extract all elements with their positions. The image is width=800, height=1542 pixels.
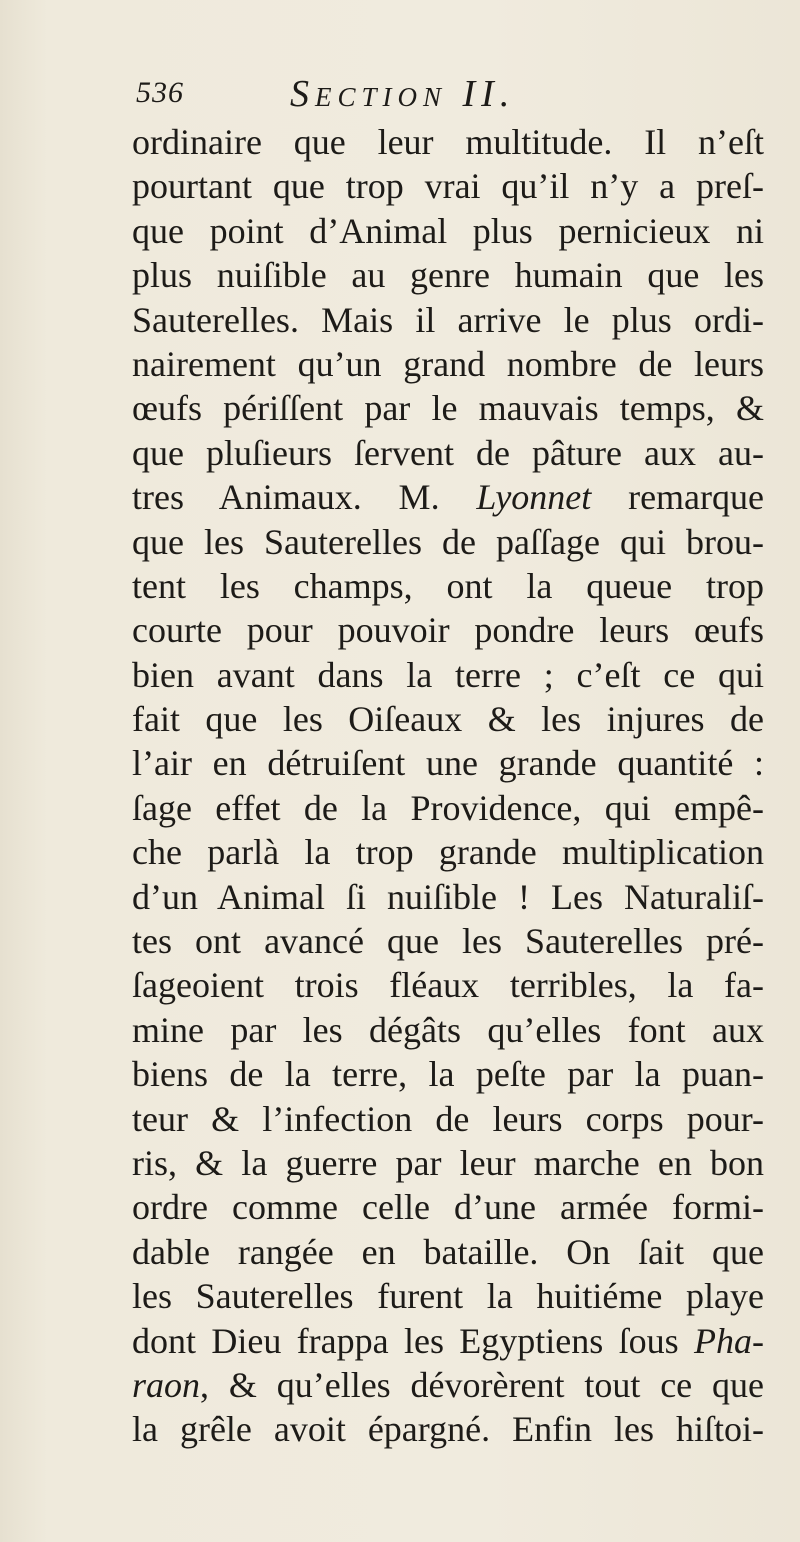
text-line-content: les Sauterelles furent la huitiéme playe <box>132 1276 764 1317</box>
italic-name: Lyonnet <box>476 477 592 518</box>
page-header <box>132 72 772 122</box>
text-line <box>132 1052 764 1096</box>
text-line-content: fait que les Oiſeaux & les injures de <box>132 699 764 740</box>
text-line <box>132 1230 764 1274</box>
text-line-content: courte pour pouvoir pondre leurs œufs <box>132 610 764 651</box>
text-line <box>132 1319 764 1363</box>
text-line-content: la grêle avoit épargné. Enfin les hiſtoi- <box>132 1409 764 1450</box>
text-line-content: plus nuiſible au genre humain que les <box>132 255 764 296</box>
text-line-content: œufs périſſent par le mauvais temps, & <box>132 388 764 429</box>
text-line <box>132 1363 764 1407</box>
text-line-content: Sauterelles. Mais il arrive le plus ordi- <box>132 299 764 340</box>
text-line <box>132 1274 764 1318</box>
text-line-content: ſageoient trois fléaux terribles, la fa- <box>132 965 764 1006</box>
text-line-content: pourtant que trop vrai qu’il n’y a preſ- <box>132 166 764 207</box>
text-line-content: teur & l’infection de leurs corps pour- <box>132 1098 764 1139</box>
text-line <box>132 1141 764 1185</box>
text-line-content: ris, & la guerre par leur marche en bon <box>132 1142 764 1183</box>
text-line <box>132 209 764 253</box>
page-number: 536 <box>136 76 184 109</box>
text-line <box>132 963 764 1007</box>
text-line-content: dable rangée en bataille. On ſait que <box>132 1231 764 1272</box>
text-line-content: che parlà la trop grande multiplication <box>132 832 764 873</box>
text-line <box>132 1185 764 1229</box>
italic-name: Pha- <box>694 1320 764 1361</box>
text-line-content: tes ont avancé que les Sauterelles pré- <box>132 921 764 962</box>
text-line-content: ordre comme celle d’une armée formi- <box>132 1187 764 1228</box>
text-line-content: d’un Animal ſi nuiſible ! Les Naturaliſ- <box>132 876 764 917</box>
text-line-content: ſage effet de la Providence, qui empê- <box>132 787 764 828</box>
text-line-content: l’air en détruiſent une grande quantité : <box>132 743 764 784</box>
text-line <box>132 1097 764 1141</box>
text-line-content: tres Animaux. M. <box>132 477 477 518</box>
text-line <box>132 875 764 919</box>
text-line <box>132 1407 764 1451</box>
text-line-content: ordinaire que leur multitude. Il n’eſt <box>132 122 764 162</box>
italic-name: raon <box>132 1364 201 1405</box>
text-line <box>132 342 764 386</box>
text-line <box>132 564 764 608</box>
text-line-content: dont Dieu frappa les Egyptiens ſous <box>132 1320 695 1361</box>
text-line <box>132 386 764 430</box>
text-line <box>132 475 764 519</box>
text-line-continuation: , & qu’elles dévorèrent tout ce que <box>200 1364 764 1405</box>
text-line <box>132 164 764 208</box>
text-line-content: que point d’Animal plus pernicieux ni <box>132 210 764 251</box>
running-head: Section II. <box>290 73 516 115</box>
text-line <box>132 1008 764 1052</box>
text-line <box>132 741 764 785</box>
text-line-content: biens de la terre, la peſte par la puan- <box>132 1054 764 1095</box>
text-line-content: que les Sauterelles de paſſage qui brou- <box>132 521 764 562</box>
text-line <box>132 298 764 342</box>
body-text <box>132 120 772 1452</box>
text-line <box>132 120 764 164</box>
text-line <box>132 608 764 652</box>
text-line-content: mine par les dégâts qu’elles font aux <box>132 1009 764 1050</box>
text-line-continuation: remarque <box>591 477 765 518</box>
text-line-content: bien avant dans la terre ; c’eſt ce qui <box>132 654 764 695</box>
text-line <box>132 697 764 741</box>
text-line <box>132 786 764 830</box>
text-line-content: tent les champs, ont la queue trop <box>132 565 764 606</box>
text-line-content: nairement qu’un grand nombre de leurs <box>132 343 764 384</box>
text-line <box>132 919 764 963</box>
text-line <box>132 431 764 475</box>
text-line <box>132 830 764 874</box>
text-line <box>132 653 764 697</box>
text-line <box>132 520 764 564</box>
text-line-content: que pluſieurs ſervent de pâture aux au- <box>132 432 764 473</box>
text-line <box>132 253 764 297</box>
